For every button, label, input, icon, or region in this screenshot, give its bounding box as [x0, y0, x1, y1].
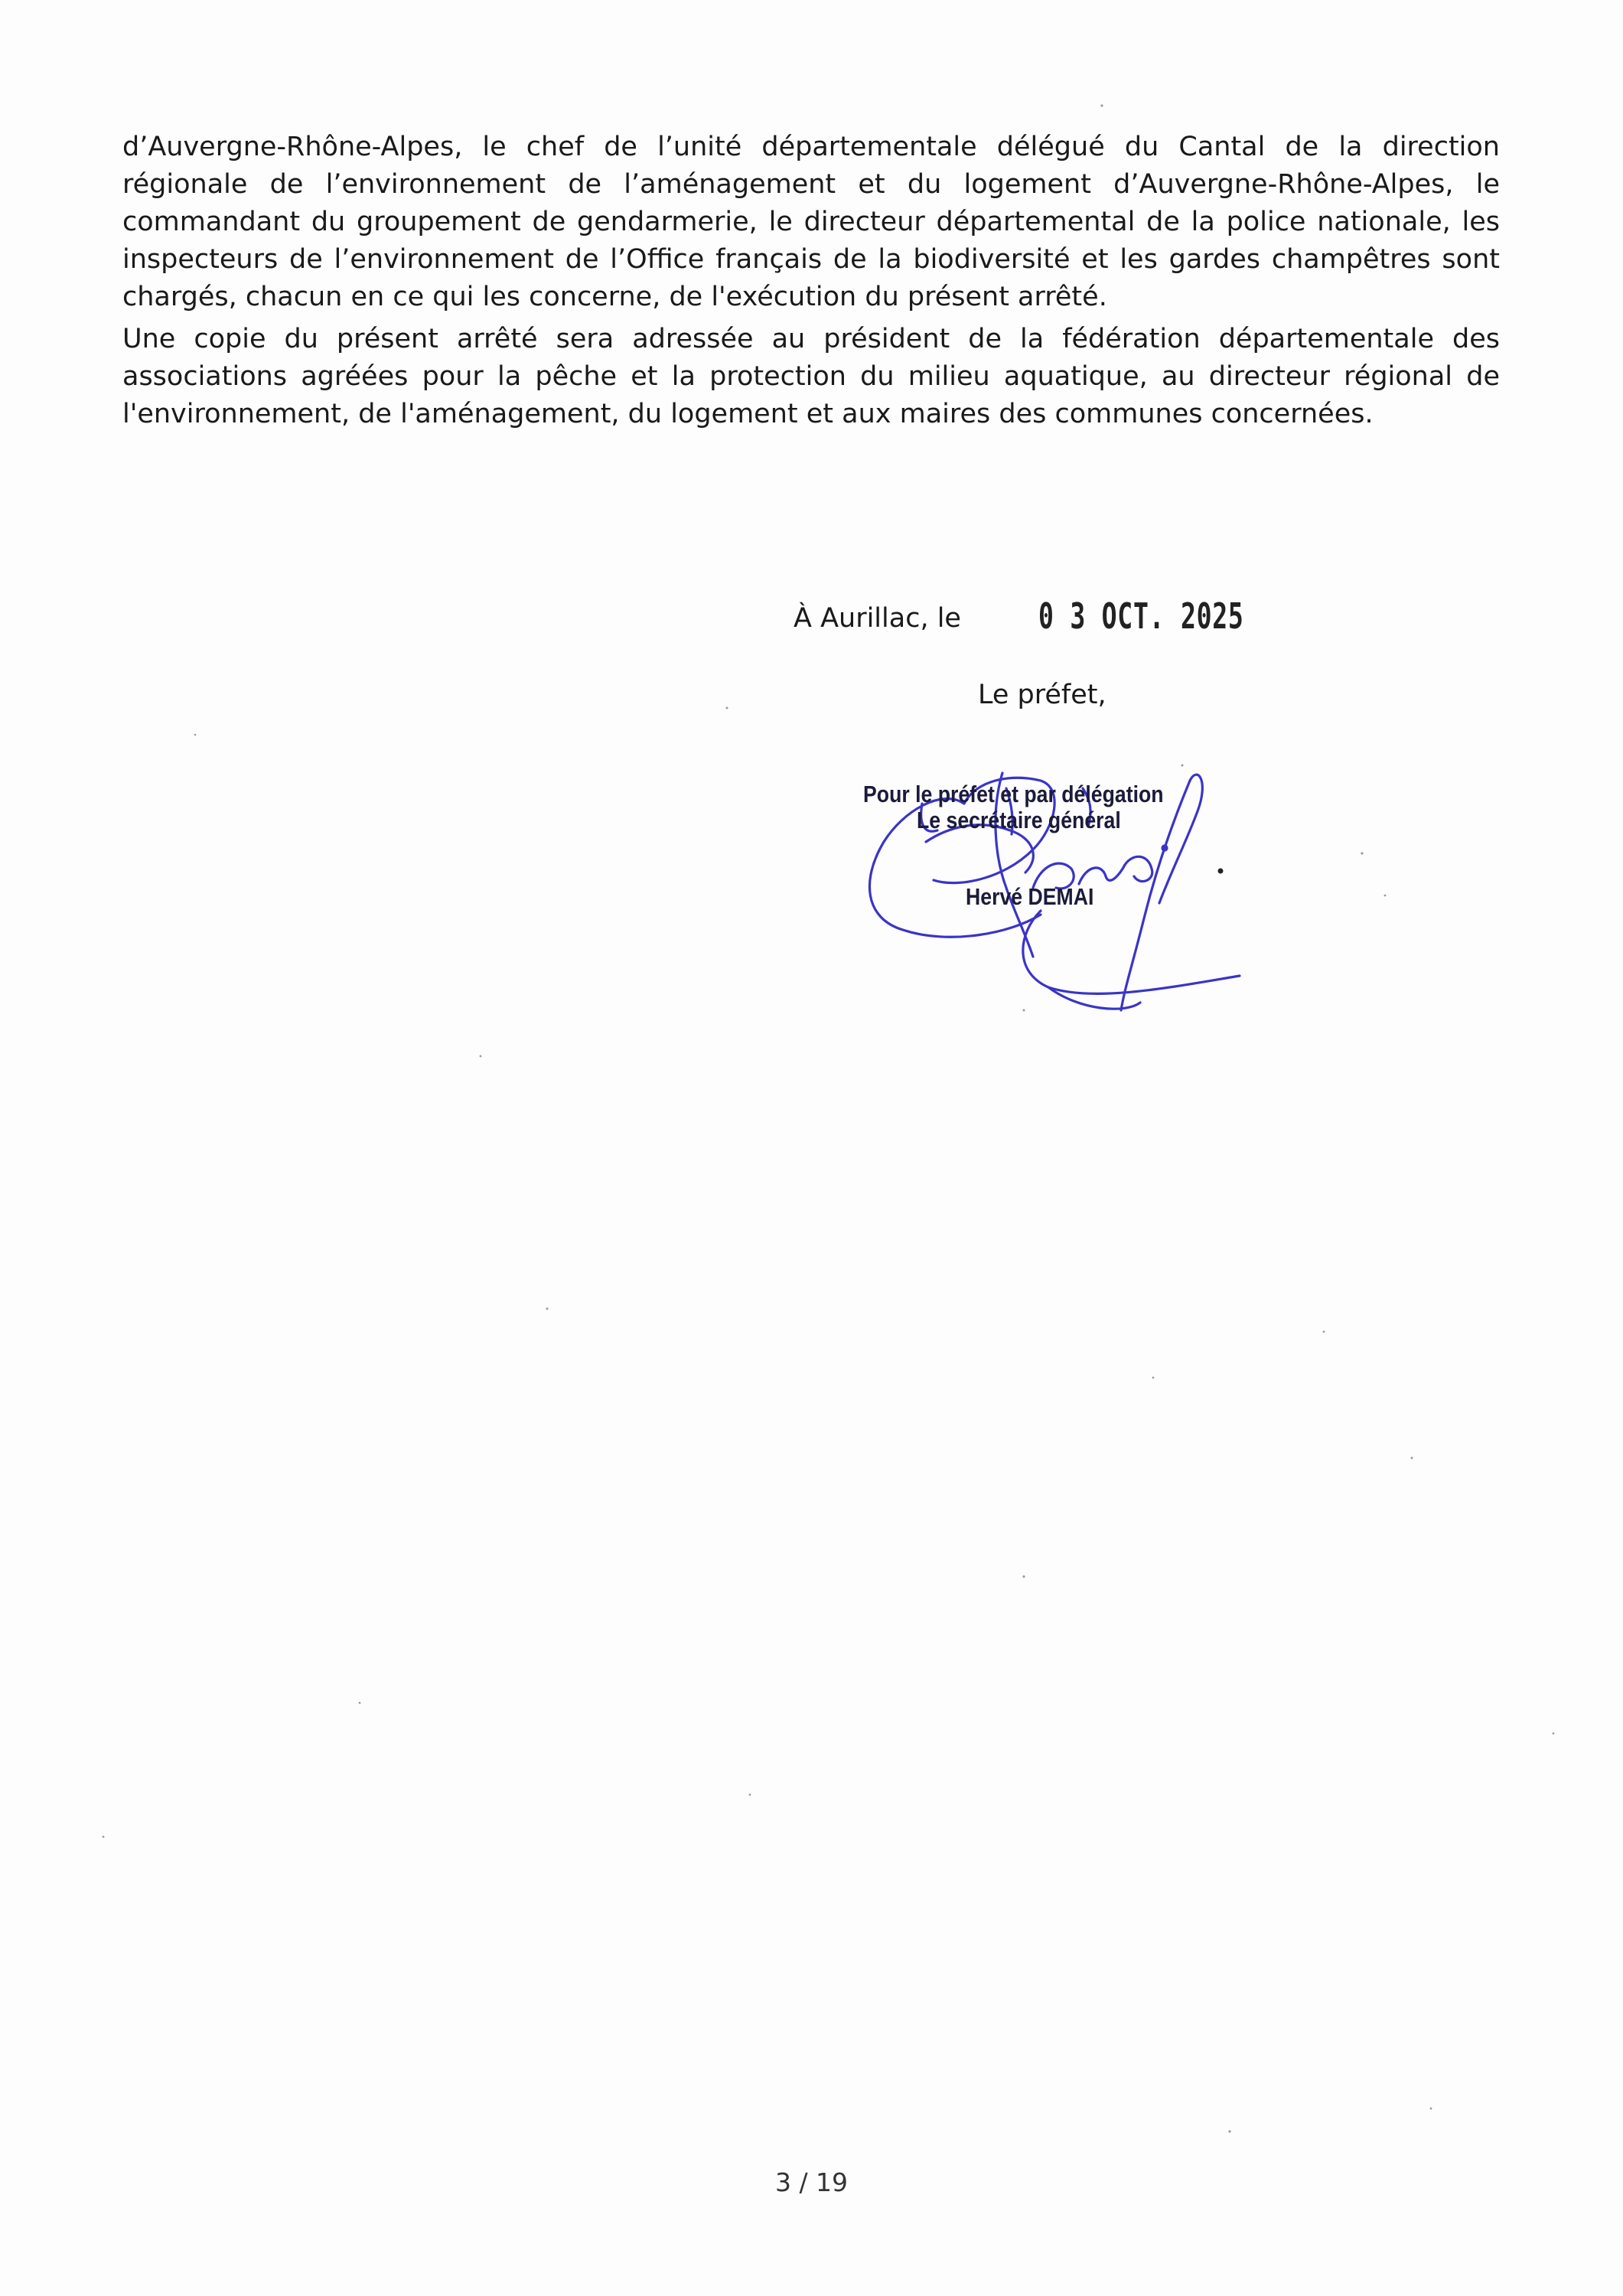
stamp-signatory-name: Hervé DEMAI [966, 883, 1094, 910]
date-line [794, 595, 1482, 649]
stamp-delegation-line: Pour le préfet et par délégation [863, 781, 1164, 807]
date-place-prefix: À Aurillac, le [794, 603, 961, 634]
prefet-title: Le préfet, [978, 680, 1106, 710]
signature-stamp [849, 758, 1247, 1018]
paragraph-execution: d’Auvergne-Rhône-Alpes, le chef de l’unité départementale délégué du Cantal de la direction régionale de l’environnement de l’aménagement et du logement d’Auvergne-Rhône-Alpes, le commandant du groupement de gendarmerie, le directeur départemental de la police nationale, les inspecteurs de l’environnement de l’Office français de la biodiversité et les gardes champêtres sont chargés, chacun en ce qui les concerne, de l'exécution du présent arrêté. [122, 132, 1500, 312]
stamp-role-line: Le secrétaire général [917, 807, 1121, 833]
date-stamp: 0 3 OCT. 2025 [1038, 595, 1244, 637]
page-number: 3 / 19 [774, 2167, 849, 2197]
paragraph-copy: Une copie du présent arrêté sera adressée au président de la fédération départementale des associations agréées pour la pêche et la protection du milieu aquatique, au directeur régional de l'environnement, de l'aménagement, du logement et aux maires des communes concernées. [122, 324, 1500, 429]
body-text [122, 129, 1500, 438]
